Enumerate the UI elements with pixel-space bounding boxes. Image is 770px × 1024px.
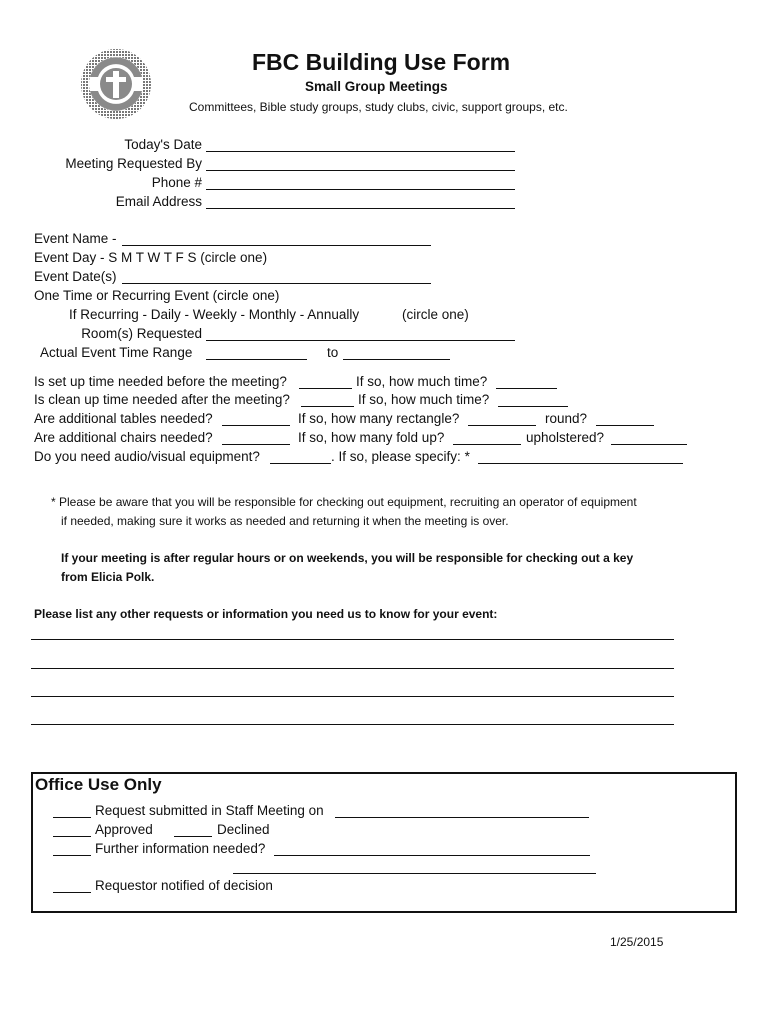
cleanup-answer-field[interactable] (301, 406, 354, 407)
approved-label: Approved (95, 822, 153, 837)
setup-how-label: If so, how much time? (356, 374, 488, 389)
time-to-label: to (327, 345, 339, 360)
chairs-fold-field[interactable] (453, 444, 521, 445)
time-start-field[interactable] (206, 359, 307, 360)
chairs-question: Are additional chairs needed? (34, 430, 213, 445)
other-requests-line-3[interactable] (31, 696, 674, 697)
av-specify-label: . If so, please specify: * (331, 449, 470, 464)
time-end-field[interactable] (343, 359, 450, 360)
event-dates-label: Event Date(s) (34, 269, 117, 284)
revision-date: 1/25/2015 (610, 935, 664, 949)
other-requests-line-4[interactable] (31, 724, 674, 725)
cleanup-time-field[interactable] (498, 406, 568, 407)
setup-time-field[interactable] (496, 388, 557, 389)
email-field[interactable] (206, 208, 515, 209)
event-day-label[interactable]: Event Day - S M T W T F S (circle one) (34, 250, 268, 265)
other-requests-label: Please list any other requests or information you need us to know for your event: (34, 607, 498, 621)
chairs-answer-field[interactable] (222, 444, 290, 445)
event-dates-field[interactable] (122, 283, 431, 284)
time-range-label: Actual Event Time Range (40, 345, 193, 360)
phone-field[interactable] (206, 189, 515, 190)
event-name-label: Event Name - (34, 231, 117, 246)
further-check-field[interactable] (53, 855, 91, 856)
tables-round-field[interactable] (596, 425, 654, 426)
todays-date-label: Today's Date (124, 137, 202, 152)
todays-date-field[interactable] (206, 151, 515, 152)
chairs-uph-label: upholstered? (526, 430, 605, 445)
recurring-options[interactable]: If Recurring - Daily - Weekly - Monthly - Annually (69, 307, 360, 322)
cleanup-how-label: If so, how much time? (358, 392, 490, 407)
av-answer-field[interactable] (270, 463, 331, 464)
approved-check-field[interactable] (53, 836, 91, 837)
av-question: Do you need audio/visual equipment? (34, 449, 260, 464)
tables-answer-field[interactable] (222, 425, 290, 426)
further-field[interactable] (274, 855, 590, 856)
submitted-check-field[interactable] (53, 817, 91, 818)
submitted-date-field[interactable] (335, 817, 589, 818)
tables-rect-field[interactable] (468, 425, 536, 426)
recurring-circle-one: (circle one) (402, 307, 469, 322)
declined-label: Declined (217, 822, 270, 837)
tables-rect-label: If so, how many rectangle? (298, 411, 460, 426)
requested-by-field[interactable] (206, 170, 515, 171)
tables-round-label: round? (545, 411, 588, 426)
key-note-line1: If your meeting is after regular hours or on weekends, you will be responsible for checking out a key (61, 551, 634, 565)
key-note-line2: from Elicia Polk. (61, 570, 155, 584)
setup-question: Is set up time needed before the meeting? (34, 374, 287, 389)
equipment-note-line1: * Please be aware that you will be responsible for checking out equipment, recruiting an operator of equipment (51, 495, 637, 509)
phone-label: Phone # (151, 175, 202, 190)
notified-check-field[interactable] (53, 892, 91, 893)
equipment-note-line2: if needed, making sure it works as needed and returning it when the meeting is over. (61, 514, 509, 528)
tables-question: Are additional tables needed? (34, 411, 213, 426)
form-title: FBC Building Use Form (252, 49, 511, 75)
further-label: Further information needed? (95, 841, 266, 856)
form-subtitle: Small Group Meetings (305, 79, 448, 94)
one-time-recurring-label[interactable]: One Time or Recurring Event (circle one) (34, 288, 280, 303)
chairs-fold-label: If so, how many fold up? (298, 430, 445, 445)
rooms-label: Room(s) Requested (81, 326, 202, 341)
email-label: Email Address (115, 194, 202, 209)
other-requests-line-1[interactable] (31, 639, 674, 640)
cleanup-question: Is clean up time needed after the meeting? (34, 392, 290, 407)
further-field-2[interactable] (233, 873, 596, 874)
requested-by-label: Meeting Requested By (65, 156, 202, 171)
submitted-label: Request submitted in Staff Meeting on (95, 803, 324, 818)
setup-answer-field[interactable] (299, 388, 352, 389)
event-name-field[interactable] (122, 245, 431, 246)
form-description: Committees, Bible study groups, study clubs, civic, support groups, etc. (189, 100, 568, 114)
declined-check-field[interactable] (174, 836, 212, 837)
other-requests-line-2[interactable] (31, 668, 674, 669)
chairs-uph-field[interactable] (611, 444, 687, 445)
church-logo (80, 48, 152, 120)
notified-label: Requestor notified of decision (95, 878, 273, 893)
av-specify-field[interactable] (478, 463, 683, 464)
office-title: Office Use Only (35, 775, 162, 794)
rooms-field[interactable] (206, 340, 515, 341)
